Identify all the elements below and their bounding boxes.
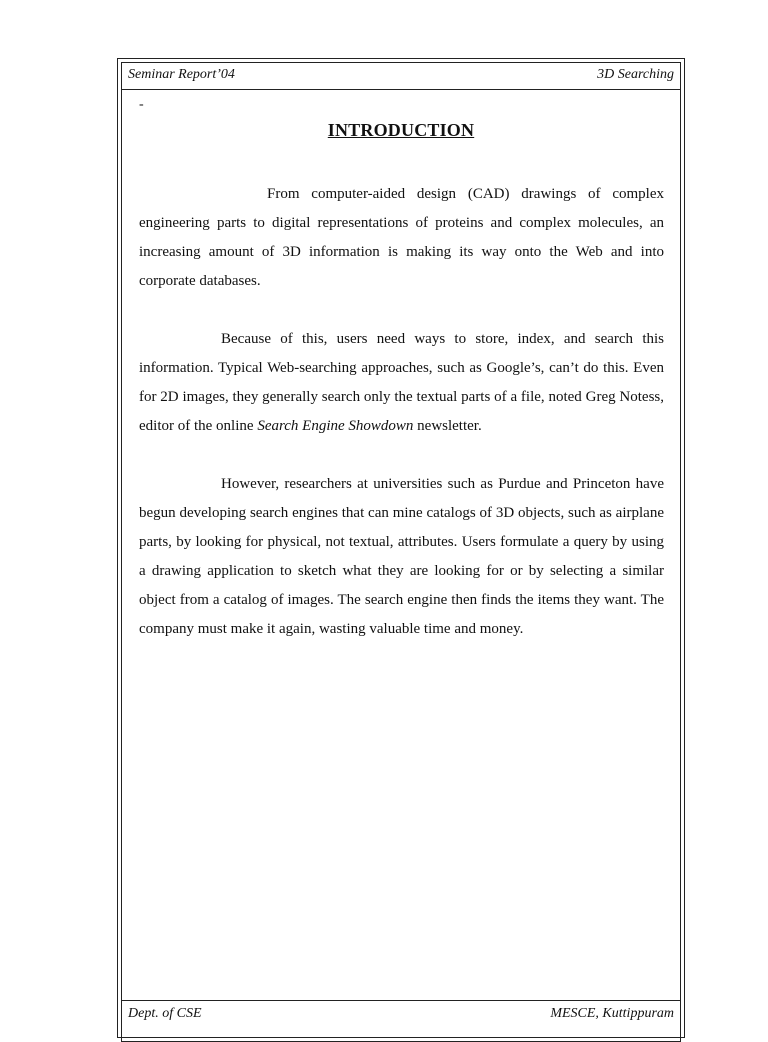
header-rule bbox=[121, 89, 681, 90]
footer-rule bbox=[121, 1000, 681, 1001]
page-title: INTRODUCTION bbox=[327, 120, 475, 140]
header-topic: 3D Searching bbox=[597, 67, 674, 82]
document-body bbox=[139, 180, 664, 673]
paragraph-2 bbox=[139, 325, 664, 441]
paragraph-3: However, researchers at universities such as Purdue and Princeton have begun developing search engines that can mine catalogs of 3D objects, such as airplane parts, by looking for physical, not textual, attributes. Users formulate a query by using a drawing application to sketch what they are looking for or by selecting a similar object from a catalog of images. The search engine then finds the items they want. The company must make it again, wasting valuable time and money. bbox=[139, 476, 664, 637]
paragraph-2-text: Because of this, users need ways to store, index, and search this information. Typical Web-searching approaches, such as Google’s, can’t do this. Even for 2D images, they generally search only the textual parts of a file, noted Greg Notess, editor of the online bbox=[139, 331, 664, 434]
footer-institution: MESCE, Kuttippuram bbox=[550, 1006, 674, 1021]
stray-marker: - bbox=[139, 97, 144, 112]
paragraph-1: From computer-aided design (CAD) drawings of complex engineering parts to digital representations of proteins and complex molecules, an increasing amount of 3D information is making its way onto the Web and into corporate databases. bbox=[139, 186, 664, 289]
footer-department: Dept. of CSE bbox=[128, 1006, 202, 1021]
header-report-title: Seminar Report’04 bbox=[128, 67, 235, 82]
newsletter-name: Search Engine Showdown bbox=[257, 418, 414, 434]
paragraph-2-tail: newsletter. bbox=[413, 418, 482, 434]
